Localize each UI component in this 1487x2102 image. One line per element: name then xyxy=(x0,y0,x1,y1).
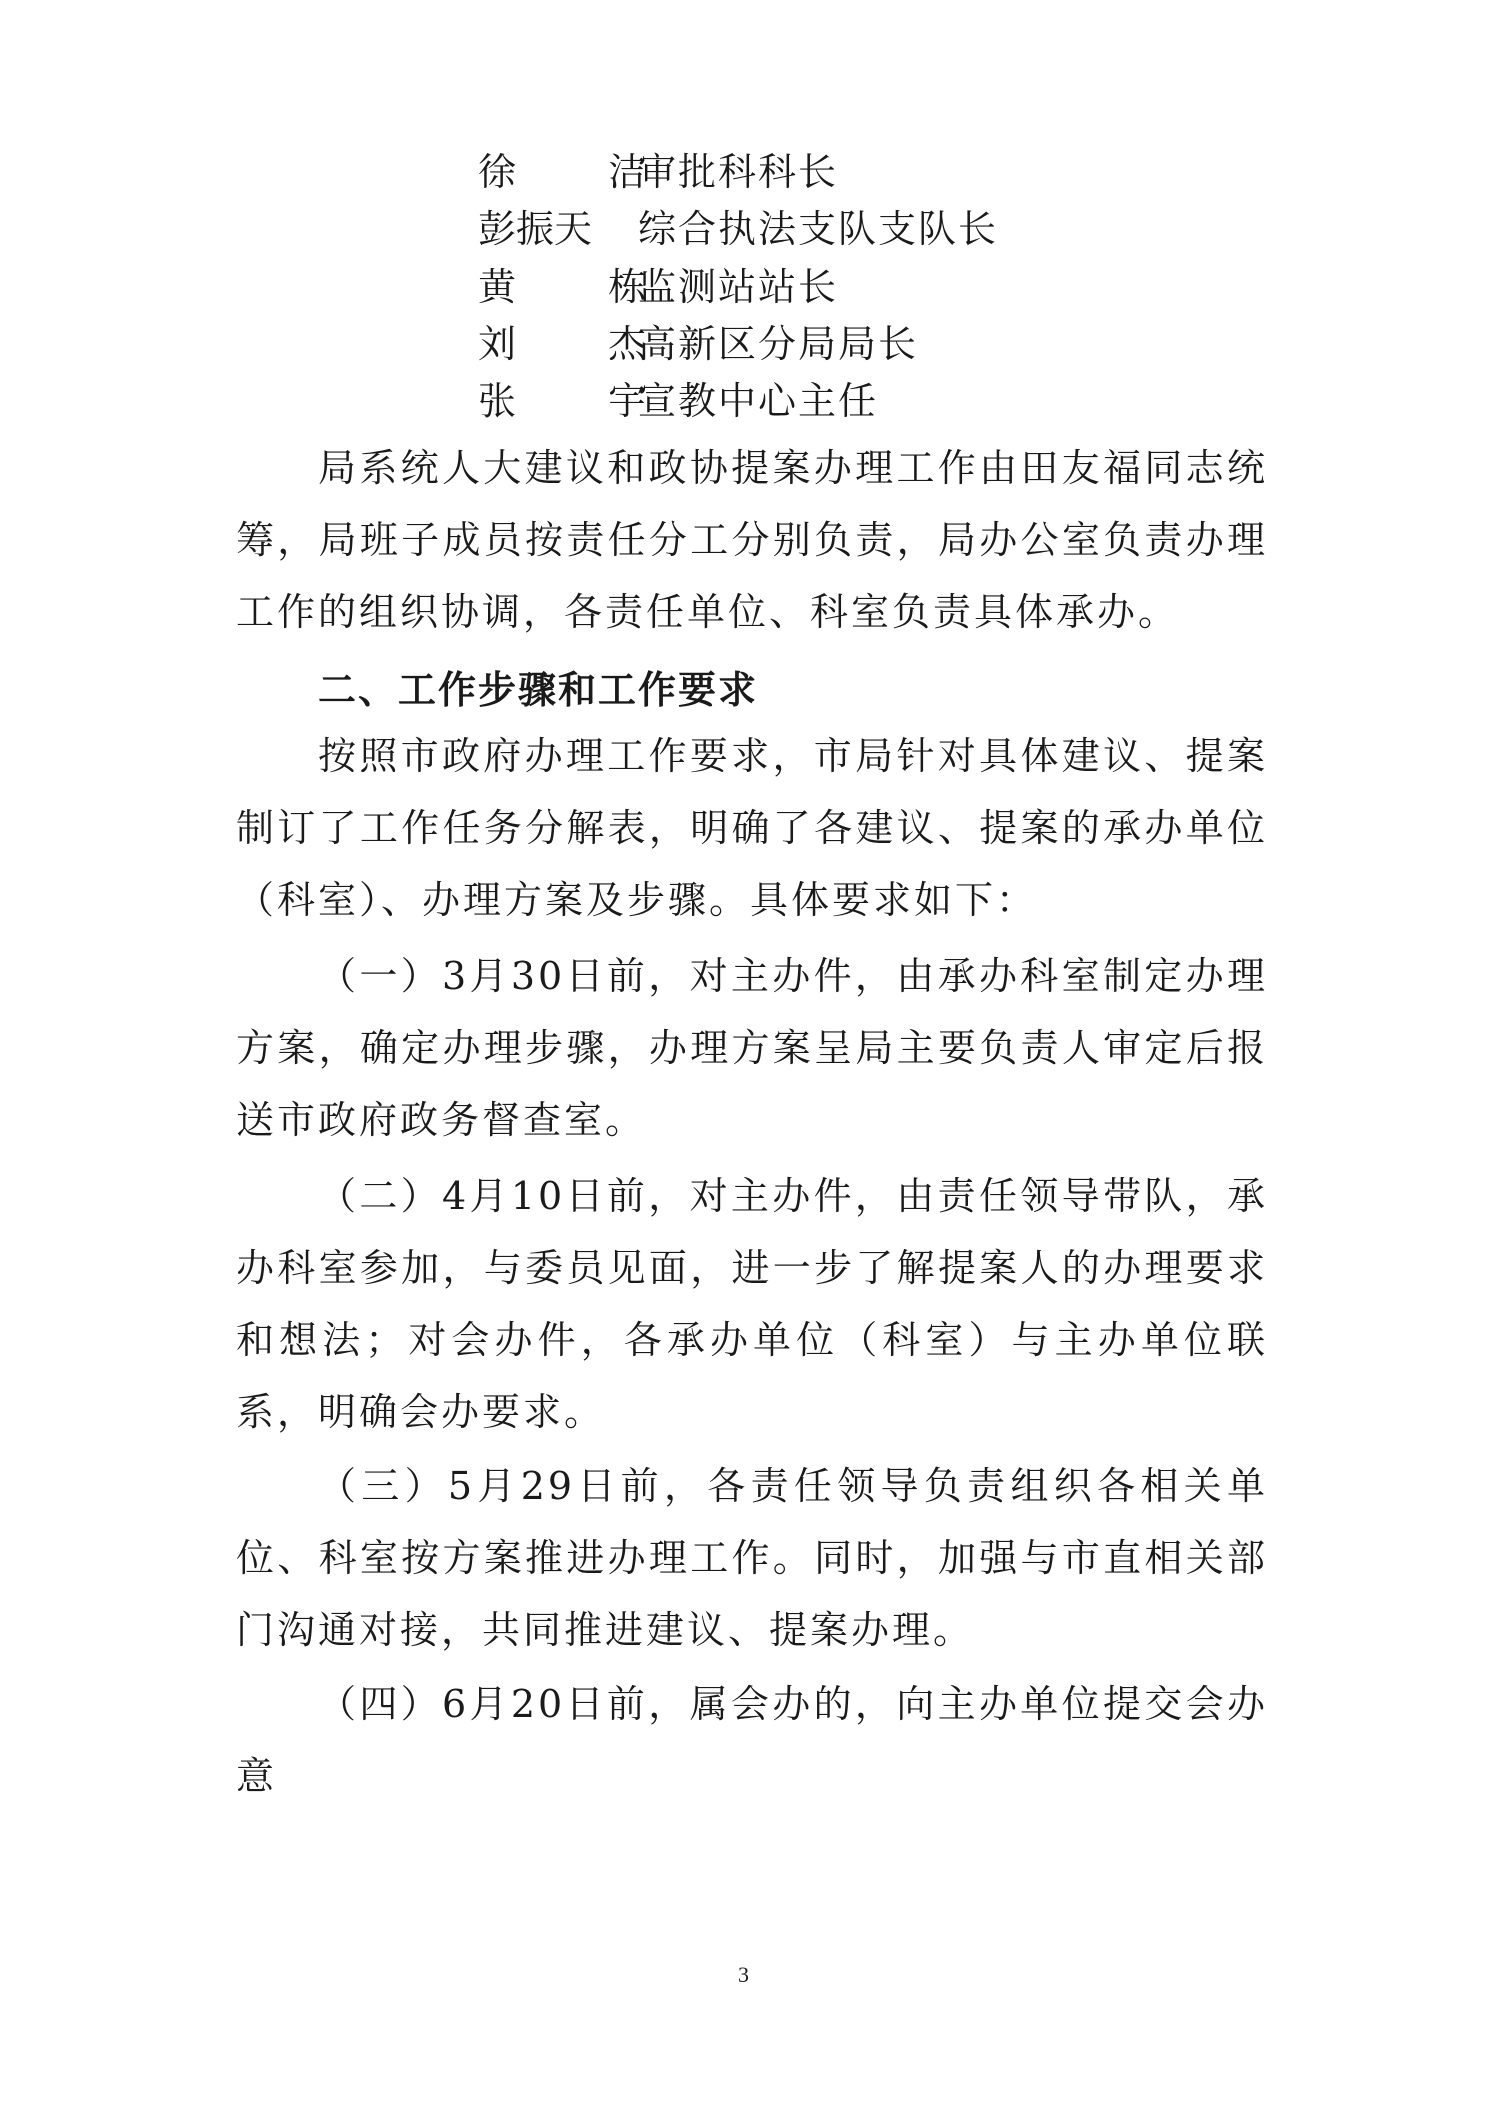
staff-name: 黄 栋 xyxy=(478,265,687,309)
staff-title: 宣教中心主任 xyxy=(638,379,879,423)
coordination-paragraph: 局系统人大建议和政协提案办理工作由田友福同志统筹，局班子成员按责任分工分别负责，局办公室负责办理工作的组织协调，各责任单位、科室负责具体承办。 xyxy=(236,446,1268,634)
staff-row xyxy=(478,142,838,202)
staff-row xyxy=(478,371,878,431)
step-4-paragraph: （四）6月20日前，属会办的，向主办单位提交会办意 xyxy=(236,1682,1268,1798)
step-2-paragraph: （二）4月10日前，对主办件，由责任领导带队，承办科室参加，与委员见面，进一步了解提案人的办理要求和想法；对会办件，各承办单位（科室）与主办单位联系，明确会办要求。 xyxy=(236,1174,1268,1434)
staff-title: 监测站站长 xyxy=(638,265,839,309)
staff-name: 刘 杰 xyxy=(478,322,687,366)
staff-title: 高新区分局局长 xyxy=(638,322,919,366)
section-heading: 二、工作步骤和工作要求 xyxy=(318,668,759,712)
staff-name: 彭振天 xyxy=(478,207,593,251)
staff-row xyxy=(478,314,918,374)
staff-row xyxy=(478,199,998,259)
page-number: 3 xyxy=(738,1962,749,1987)
step-1-paragraph: （一）3月30日前，对主办件，由承办科室制定办理方案，确定办理步骤，办理方案呈局主要负责人审定后报送市政府政务督查室。 xyxy=(236,954,1268,1142)
staff-row xyxy=(478,257,838,317)
step-3-paragraph: （三）5月29日前，各责任领导负责组织各相关单位、科室按方案推进办理工作。同时，加强与市直相关部门沟通对接，共同推进建议、提案办理。 xyxy=(236,1464,1268,1652)
staff-title: 综合执法支队支队长 xyxy=(638,207,999,251)
staff-name: 徐 洁 xyxy=(478,150,687,194)
intro-paragraph: 按照市政府办理工作要求，市局针对具体建议、提案制订了工作任务分解表，明确了各建议、提案的承办单位（科室）、办理方案及步骤。具体要求如下： xyxy=(236,734,1268,922)
staff-title: 审批科科长 xyxy=(638,150,839,194)
staff-name: 张 宇 xyxy=(478,379,687,423)
